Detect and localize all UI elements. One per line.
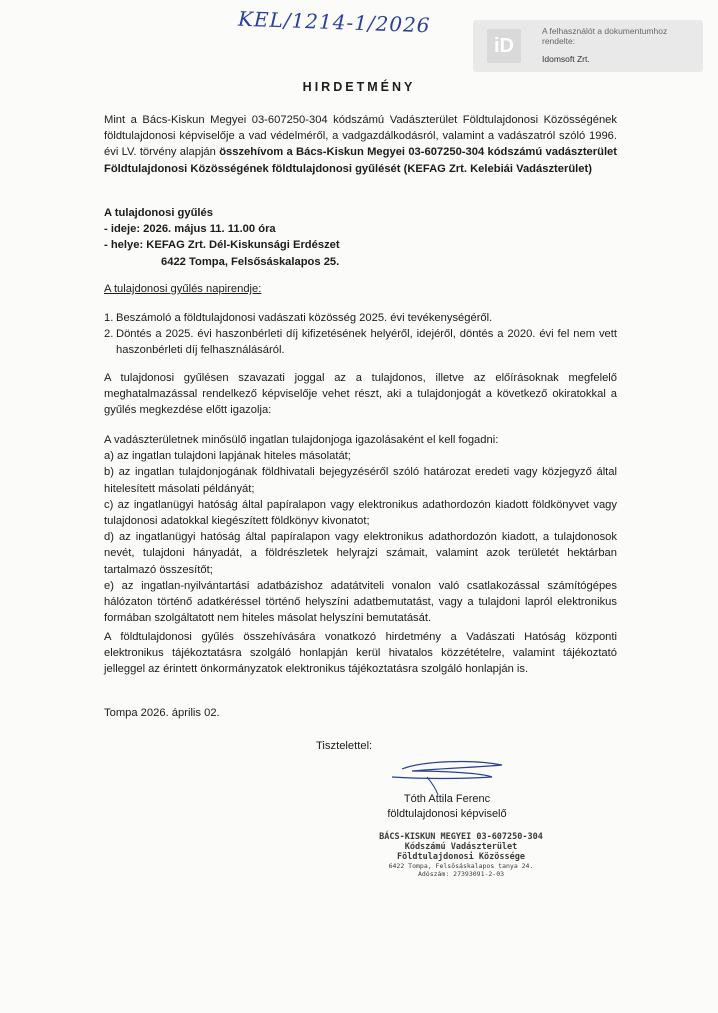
signer-name: Tóth Attila Ferenc: [403, 793, 491, 805]
intro-bold-text: összehívom a Bács-Kiskun Megyei 03-607250-304 kódszámú vadászterület Földtulajdonosi Közösségének földtulajdonosi gyűlését (KEFAG Zrt. Kelebiái Vadászterület): [104, 146, 618, 175]
meeting-heading: A tulajdonosi gyűlés: [104, 207, 213, 219]
list-item: [104, 310, 617, 326]
proof-item-e: e) az ingatlan-nyilvántartási adatbázishoz adatátviteli vonalon való csatlakozással számítógépes hálózaton történő adatkéréssel történő helyszíni adatbemutatást, vagy a tulajdoni lapról elektronikus formában szolgáltatott nem hiteles másolat helyszíni bemutatását.: [104, 579, 617, 625]
badge-company: Idomsoft Zrt.: [542, 54, 590, 64]
place-date: Tompa 2026. április 02.: [104, 707, 220, 719]
item-text: Döntés a 2025. évi haszonbérleti díj kifizetésének helyéről, idejéről, döntés a 2020. évi fel nem vett haszonbérleti díj felhasználásáról.: [116, 328, 617, 357]
agenda-list: [104, 310, 617, 359]
document-title: HIRDETMÉNY: [302, 80, 416, 94]
greeting: Tisztelettel:: [316, 740, 373, 752]
agenda-heading: [104, 281, 617, 297]
meeting-address: 6422 Tompa, Felsősáskalapos 25.: [161, 255, 340, 268]
meeting-place: - helye: KEFAG Zrt. Dél-Kiskunsági Erdészet: [104, 239, 340, 252]
stamp-line-2: Kódszámú Vadászterület: [404, 842, 518, 852]
stamp-line-5: Adószám: 27393091-2-03: [417, 870, 505, 878]
official-stamp: [376, 832, 546, 878]
stamp-line-1: BÁCS-KISKUN MEGYEI 03-607250-304: [379, 832, 543, 842]
badge-caption: A felhasználót a dokumentumhoz rendelte:: [542, 26, 668, 46]
id-logo-icon: iD: [487, 29, 521, 63]
intro-paragraph: [104, 112, 617, 177]
list-item: [104, 326, 617, 358]
proof-section: [104, 432, 617, 626]
agenda-heading-text: A tulajdonosi gyűlés napirendje:: [104, 283, 262, 295]
item-number: 2.: [104, 328, 114, 341]
meeting-date: - ideje: 2026. május 11. 11.00 óra: [104, 223, 276, 236]
handwritten-signature: [372, 757, 522, 797]
signer-block: [372, 792, 522, 822]
voting-paragraph: A tulajdonosi gyűlésen szavazati joggal az a tulajdonos, illetve az előírásoknak megfelelő meghatalmazással rendelkező képviselője vehet részt, aki a tulajdonjogát a következő okiratokkal a gyűlés megkezdése előtt igazolja:: [104, 372, 617, 417]
meeting-details: [104, 205, 617, 270]
proof-item-c: c) az ingatlanügyi hatóság által papíralapon vagy elektronikus adathordozón kiadott földkönyvet vagy tulajdonosi adatokkal kiegészített földkönyv kivonatot;: [104, 498, 617, 528]
proof-item-d: d) az ingatlanügyi hatóság által papíralapon vagy elektronikus adathordozón kiadott, a tulajdonosok nevét, tulajdoni hányadát, a földrészletek helyrajzi számait, valamint azok területét hektárban tartalmazó összesítőt;: [104, 531, 617, 576]
stamp-line-4: 6422 Tompa, Felsősáskalapos tanya 24.: [388, 862, 534, 870]
publication-paragraph: A földtulajdonosi gyűlés összehívására vonatkozó hirdetmény a Vadászati Hatóság központi elektronikus tájékoztatásra szolgáló honlapján kerül hivatalos közzétételre, valamint tájékoztató jelleggel az érintett önkormányzatok elektronikus tájékoztatásra szolgáló honlapján is.: [104, 631, 617, 676]
idomsoft-badge: [473, 20, 703, 72]
signer-role: földtulajdonosi képviselő: [387, 808, 507, 820]
stamp-line-3: Földtulajdonosi Közössége: [397, 852, 525, 862]
intro-text: Mint a Bács-Kiskun Megyei 03-607250-304 kódszámú Vadászterület Földtulajdonosi Közösségének földtulajdonosi képviselője a vad védelméről, a vadgazdálkodásról, valamint a vadászatról szóló 1996. évi LV. törvény alapján: [104, 114, 617, 159]
proof-item-a: a) az ingatlan tulajdoni lapjának hiteles másolatát;: [104, 450, 351, 463]
proof-item-b: b) az ingatlan tulajdonjogának földhivatali bejegyzéséről szóló határozat eredeti vagy közjegyző által hitelesített másolati példányát;: [104, 466, 617, 495]
handwritten-reference: KEL/1214-1/2026: [237, 6, 431, 38]
item-text: Beszámoló a földtulajdonosi vadászati közösség 2025. évi tevékenységéről.: [116, 312, 493, 324]
item-number: 1.: [104, 312, 114, 324]
proof-heading: A vadászterületnek minősülő ingatlan tulajdonjoga igazolásaként el kell fogadni:: [104, 434, 499, 446]
